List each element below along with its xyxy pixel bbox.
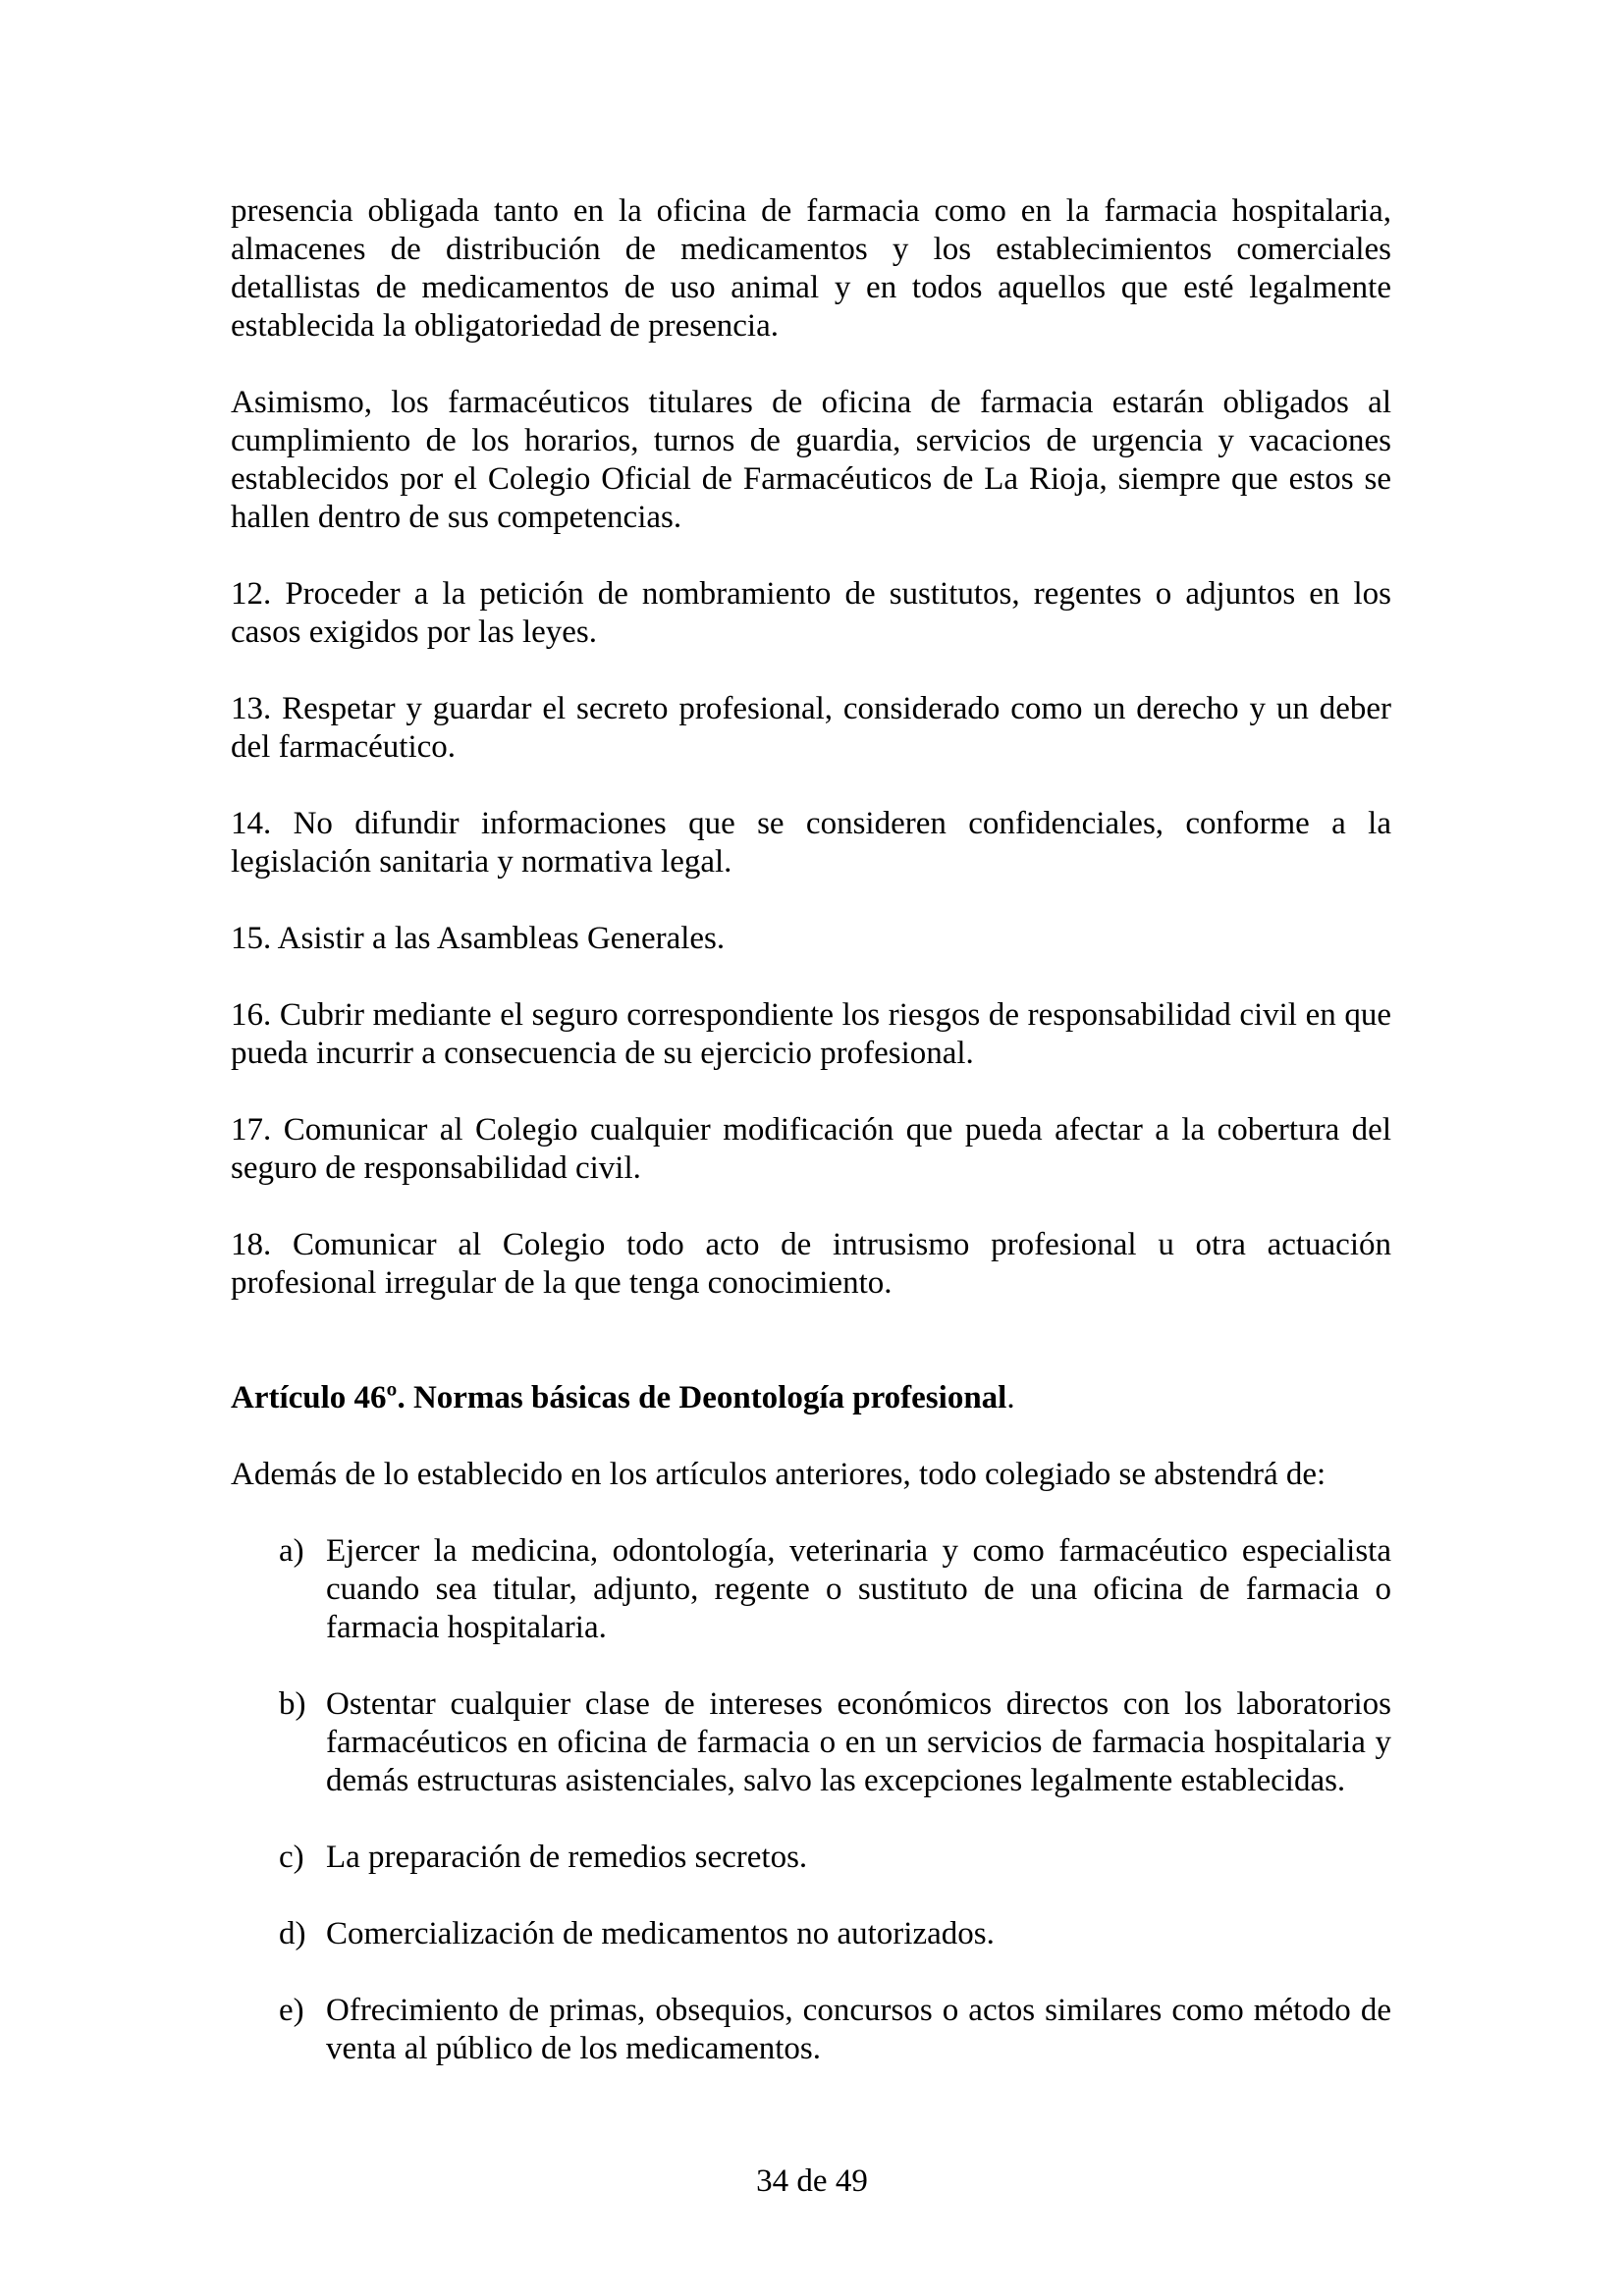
paragraph: 13. Respetar y guardar el secreto profesional, considerado como un derecho y un deber del farmacéutico.: [231, 691, 1391, 765]
paragraph: 15. Asistir a las Asambleas Generales.: [231, 921, 726, 956]
paragraph: presencia obligada tanto en la oficina de farmacia como en la farmacia hospitalaria, almacenes de distribución de medicamentos y los establecimientos comerciales detallistas de medicamentos de uso animal y en todos aquellos que esté legalmente establecida la obligatoriedad de presencia.: [231, 193, 1391, 344]
list-item-text: Ofrecimiento de primas, obsequios, concursos o actos similares como método de venta al público de los medicamentos.: [326, 1993, 1391, 2066]
list-item-marker: c): [279, 1840, 304, 1875]
paragraph-group: [231, 192, 1391, 1303]
article-heading-period: .: [1006, 1380, 1015, 1415]
list-item-marker: b): [279, 1686, 306, 1722]
list-item: [231, 1532, 1391, 1647]
list-item: [231, 1992, 1391, 2068]
list-item: [231, 1915, 1391, 1953]
document-body: [231, 192, 1391, 2107]
list-item-text: Ejercer la medicina, odontología, veterinaria y como farmacéutico especialista cuando sea titular, adjunto, regente o sustituto de una oficina de farmacia o farmacia hospitalaria.: [326, 1533, 1391, 1645]
paragraph: 16. Cubrir mediante el seguro correspondiente los riesgos de responsabilidad civil en que pueda incurrir a consecuencia de su ejercicio profesional.: [231, 997, 1391, 1071]
paragraph: 14. No difundir informaciones que se consideren confidenciales, conforme a la legislación sanitaria y normativa legal.: [231, 806, 1391, 880]
list-item-marker: a): [279, 1533, 304, 1569]
paragraph: 17. Comunicar al Colegio cualquier modificación que pueda afectar a la cobertura del seguro de responsabilidad civil.: [231, 1112, 1391, 1186]
article-heading: [231, 1379, 1391, 1417]
list-item-marker: d): [279, 1916, 306, 1951]
intro-paragraph: Además de lo establecido en los artículos anteriores, todo colegiado se abstendrá de:: [231, 1457, 1326, 1492]
lettered-list: [231, 1532, 1391, 2068]
list-item-text: Ostentar cualquier clase de intereses económicos directos con los laboratorios farmacéuticos en oficina de farmacia o en un servicios de farmacia hospitalaria y demás estructuras asistenciales, salvo las excepciones legalmente establecidas.: [326, 1686, 1391, 1798]
list-item: [231, 1685, 1391, 1800]
paragraph: 18. Comunicar al Colegio todo acto de intrusismo profesional u otra actuación profesional irregular de la que tenga conocimiento.: [231, 1227, 1391, 1301]
list-item-text: La preparación de remedios secretos.: [326, 1840, 808, 1875]
paragraph: Asimismo, los farmacéuticos titulares de oficina de farmacia estarán obligados al cumplimiento de los horarios, turnos de guardia, servicios de urgencia y vacaciones establecidos por el Colegio Oficial de Farmacéuticos de La Rioja, siempre que estos se hallen dentro de sus competencias.: [231, 385, 1391, 535]
list-item: [231, 1839, 1391, 1877]
article-heading-text: Artículo 46º. Normas básicas de Deontología profesional: [231, 1380, 1007, 1415]
list-item-text: Comercialización de medicamentos no autorizados.: [326, 1916, 995, 1951]
page-number: 34 de 49: [756, 2163, 868, 2199]
paragraph: 12. Proceder a la petición de nombramiento de sustitutos, regentes o adjuntos en los casos exigidos por las leyes.: [231, 576, 1391, 650]
list-item-marker: e): [279, 1993, 304, 2028]
